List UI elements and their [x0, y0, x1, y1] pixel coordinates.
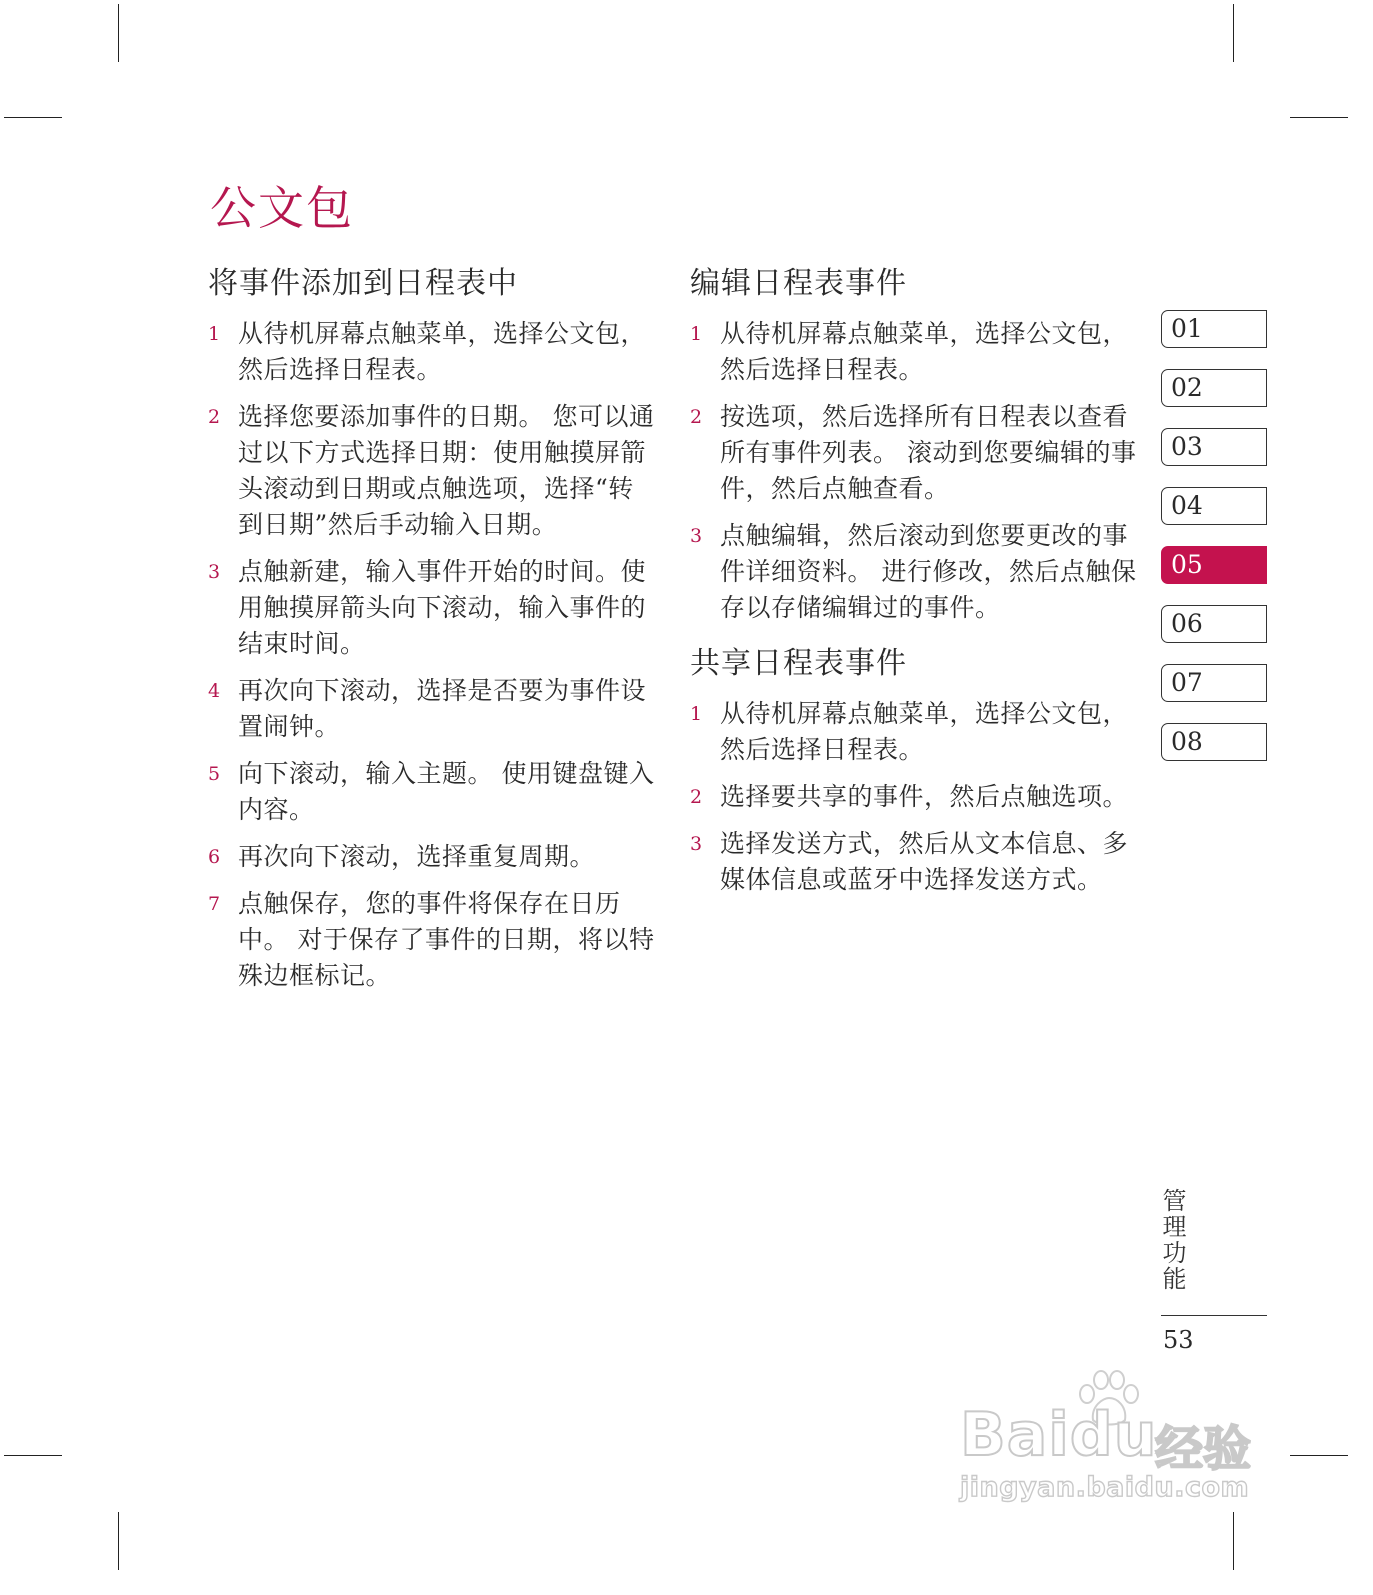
step-list [690, 316, 1145, 626]
chapter-tab-04[interactable]: 04 [1161, 487, 1267, 525]
crop-mark [118, 4, 119, 62]
step-number: 3 [690, 833, 703, 855]
step-text: 从待机屏幕点触菜单，选择公文包，然后选择日程表。 [720, 699, 1129, 764]
step-number: 1 [208, 323, 221, 345]
list-item [690, 316, 1145, 388]
crop-mark [1290, 1455, 1348, 1456]
chapter-tab-02[interactable]: 02 [1161, 369, 1267, 407]
step-list [208, 316, 658, 994]
step-text: 再次向下滚动，选择重复周期。 [238, 842, 596, 871]
step-number: 3 [690, 525, 703, 547]
list-item [208, 316, 658, 388]
step-number: 4 [208, 680, 221, 702]
chapter-tab-06[interactable]: 06 [1161, 605, 1267, 643]
step-number: 3 [208, 561, 221, 583]
step-text: 选择要共享的事件，然后点触选项。 [720, 782, 1129, 811]
crop-mark [118, 1512, 119, 1570]
step-text: 点触保存，您的事件将保存在日历中。 对于保存了事件的日期，将以特殊边框标记。 [238, 889, 655, 990]
crop-mark [1233, 1512, 1234, 1570]
step-number: 2 [690, 406, 703, 428]
section-label: 管理功能 [1158, 1188, 1186, 1292]
watermark-url: jingyan.baidu.com [960, 1472, 1250, 1503]
watermark-brand: Baidu [960, 1400, 1158, 1470]
step-number: 2 [208, 406, 221, 428]
list-item [690, 826, 1145, 898]
step-text: 点触新建，输入事件开始的时间。使用触摸屏箭头向下滚动，输入事件的结束时间。 [238, 557, 647, 658]
chapter-tab-08[interactable]: 08 [1161, 723, 1267, 761]
chapter-tabs [1161, 310, 1267, 782]
step-text: 选择您要添加事件的日期。 您可以通过以下方式选择日期：使用触摸屏箭头滚动到日期或点触选项，选择“转到日期”然后手动输入日期。 [238, 402, 655, 539]
page-title: 公文包 [210, 181, 354, 235]
list-item [208, 673, 658, 745]
crop-mark [4, 117, 62, 118]
list-item [208, 839, 658, 875]
chapter-tab-05[interactable]: 05 [1161, 546, 1267, 584]
step-number: 7 [208, 893, 221, 915]
left-column [208, 262, 658, 1005]
chapter-tab-01[interactable]: 01 [1161, 310, 1267, 348]
right-column [690, 262, 1145, 909]
step-text: 选择发送方式，然后从文本信息、多媒体信息或蓝牙中选择发送方式。 [720, 829, 1129, 894]
step-number: 2 [690, 786, 703, 808]
list-item [208, 756, 658, 828]
list-item [690, 399, 1145, 507]
list-item [690, 779, 1145, 815]
crop-mark [1233, 4, 1234, 62]
chapter-tab-07[interactable]: 07 [1161, 664, 1267, 702]
step-text: 从待机屏幕点触菜单，选择公文包，然后选择日程表。 [720, 319, 1129, 384]
chapter-tab-03[interactable]: 03 [1161, 428, 1267, 466]
watermark-cn: 经验 [1155, 1421, 1252, 1477]
list-item [690, 696, 1145, 768]
section-heading: 将事件添加到日程表中 [208, 266, 518, 301]
step-number: 5 [208, 763, 221, 785]
step-list [690, 696, 1145, 898]
step-number: 6 [208, 846, 221, 868]
crop-mark [4, 1455, 62, 1456]
section-heading: 共享日程表事件 [690, 646, 907, 681]
crop-mark [1290, 117, 1348, 118]
footer-divider [1161, 1315, 1267, 1316]
step-text: 向下滚动，输入主题。 使用键盘键入内容。 [238, 759, 655, 824]
list-item [208, 886, 658, 994]
baidu-watermark [955, 1368, 1270, 1513]
list-item [690, 518, 1145, 626]
list-item [208, 399, 658, 543]
step-text: 点触编辑，然后滚动到您要更改的事件详细资料。 进行修改，然后点触保存以存储编辑过的事件。 [720, 521, 1137, 622]
page-number: 53 [1163, 1326, 1194, 1354]
section-heading: 编辑日程表事件 [690, 266, 907, 301]
step-text: 从待机屏幕点触菜单，选择公文包，然后选择日程表。 [238, 319, 647, 384]
step-number: 1 [690, 323, 703, 345]
step-number: 1 [690, 703, 703, 725]
step-text: 按选项，然后选择所有日程表以查看所有事件列表。 滚动到您要编辑的事件，然后点触查看。 [720, 402, 1137, 503]
list-item [208, 554, 658, 662]
step-text: 再次向下滚动，选择是否要为事件设置闹钟。 [238, 676, 647, 741]
